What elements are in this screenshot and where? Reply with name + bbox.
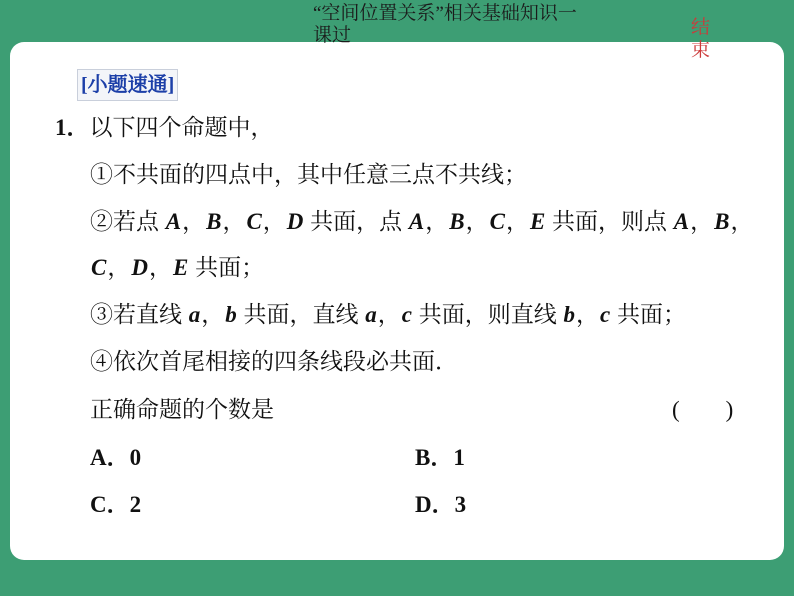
statement-text: ③若直线 xyxy=(90,302,188,327)
statement-line xyxy=(90,160,527,190)
slide-title-line: “空间位置关系”相关基础知识一 xyxy=(313,3,577,24)
statement-text: ①不共面的四点中，其中任意三点不共线； xyxy=(90,162,527,187)
variable-letter: D xyxy=(286,209,304,234)
slide-title xyxy=(313,3,577,47)
question-stem: 以下四个命题中， xyxy=(89,115,274,140)
statement-text: ， xyxy=(425,209,449,234)
statement-text: ②若点 xyxy=(90,209,165,234)
question-number: 1． xyxy=(55,115,90,140)
variable-letter: A xyxy=(673,209,690,234)
variable-letter: C xyxy=(489,209,505,234)
statement-text: 共面； xyxy=(611,302,686,327)
statement-text: ， xyxy=(262,209,286,234)
variable-letter: A xyxy=(408,209,425,234)
variable-letter: c xyxy=(401,302,412,327)
statement-text: ， xyxy=(222,209,246,234)
statement-text: 共面； xyxy=(189,255,265,280)
variable-letter: E xyxy=(529,209,546,234)
variable-letter: b xyxy=(225,302,237,327)
variable-letter: c xyxy=(599,302,611,327)
variable-letter: a xyxy=(365,302,377,327)
statement-text: ， xyxy=(730,209,754,234)
variable-letter: A xyxy=(165,209,182,234)
statement-text: ， xyxy=(575,302,599,327)
statement-line xyxy=(90,253,264,283)
answer-blank: ( ) xyxy=(672,397,734,422)
slide-title-line: 课过 xyxy=(313,25,352,46)
statement-text: 共面，直线 xyxy=(237,302,365,327)
statement-text: ， xyxy=(107,255,131,280)
end-button[interactable]: 结束 xyxy=(691,17,711,61)
statement-text: ， xyxy=(182,209,206,234)
question-stem-line xyxy=(55,113,274,143)
statement-text: 共面，则直线 xyxy=(412,302,563,327)
statement-line xyxy=(90,300,686,330)
statement-text: ， xyxy=(201,302,225,327)
variable-letter: C xyxy=(91,255,107,280)
statement-text: 共面，点 xyxy=(304,209,408,234)
statement-line xyxy=(90,347,458,377)
question-prompt: 正确命题的个数是 xyxy=(90,397,274,422)
statement-text: ④依次首尾相接的四条线段必共面． xyxy=(90,349,458,374)
variable-letter: a xyxy=(188,302,201,327)
statement-text: ， xyxy=(148,255,172,280)
statement-text: ， xyxy=(505,209,529,234)
statement-text: ， xyxy=(465,209,489,234)
variable-letter: B xyxy=(714,209,730,234)
statement-line xyxy=(90,207,753,237)
variable-letter: B xyxy=(449,209,465,234)
section-tag: [小题速通] xyxy=(77,69,178,101)
variable-letter: b xyxy=(563,302,575,327)
statement-text: 共面，则点 xyxy=(546,209,673,234)
variable-letter: C xyxy=(246,209,262,234)
option-c[interactable]: C．2 xyxy=(90,492,142,517)
option-a[interactable]: A．0 xyxy=(90,445,142,470)
statement-text: ， xyxy=(377,302,401,327)
variable-letter: E xyxy=(172,255,189,280)
statement-text: ， xyxy=(690,209,714,234)
variable-letter: D xyxy=(131,255,148,280)
variable-letter: B xyxy=(206,209,222,234)
option-b[interactable]: B．1 xyxy=(415,445,465,470)
option-d[interactable]: D．3 xyxy=(415,492,467,517)
